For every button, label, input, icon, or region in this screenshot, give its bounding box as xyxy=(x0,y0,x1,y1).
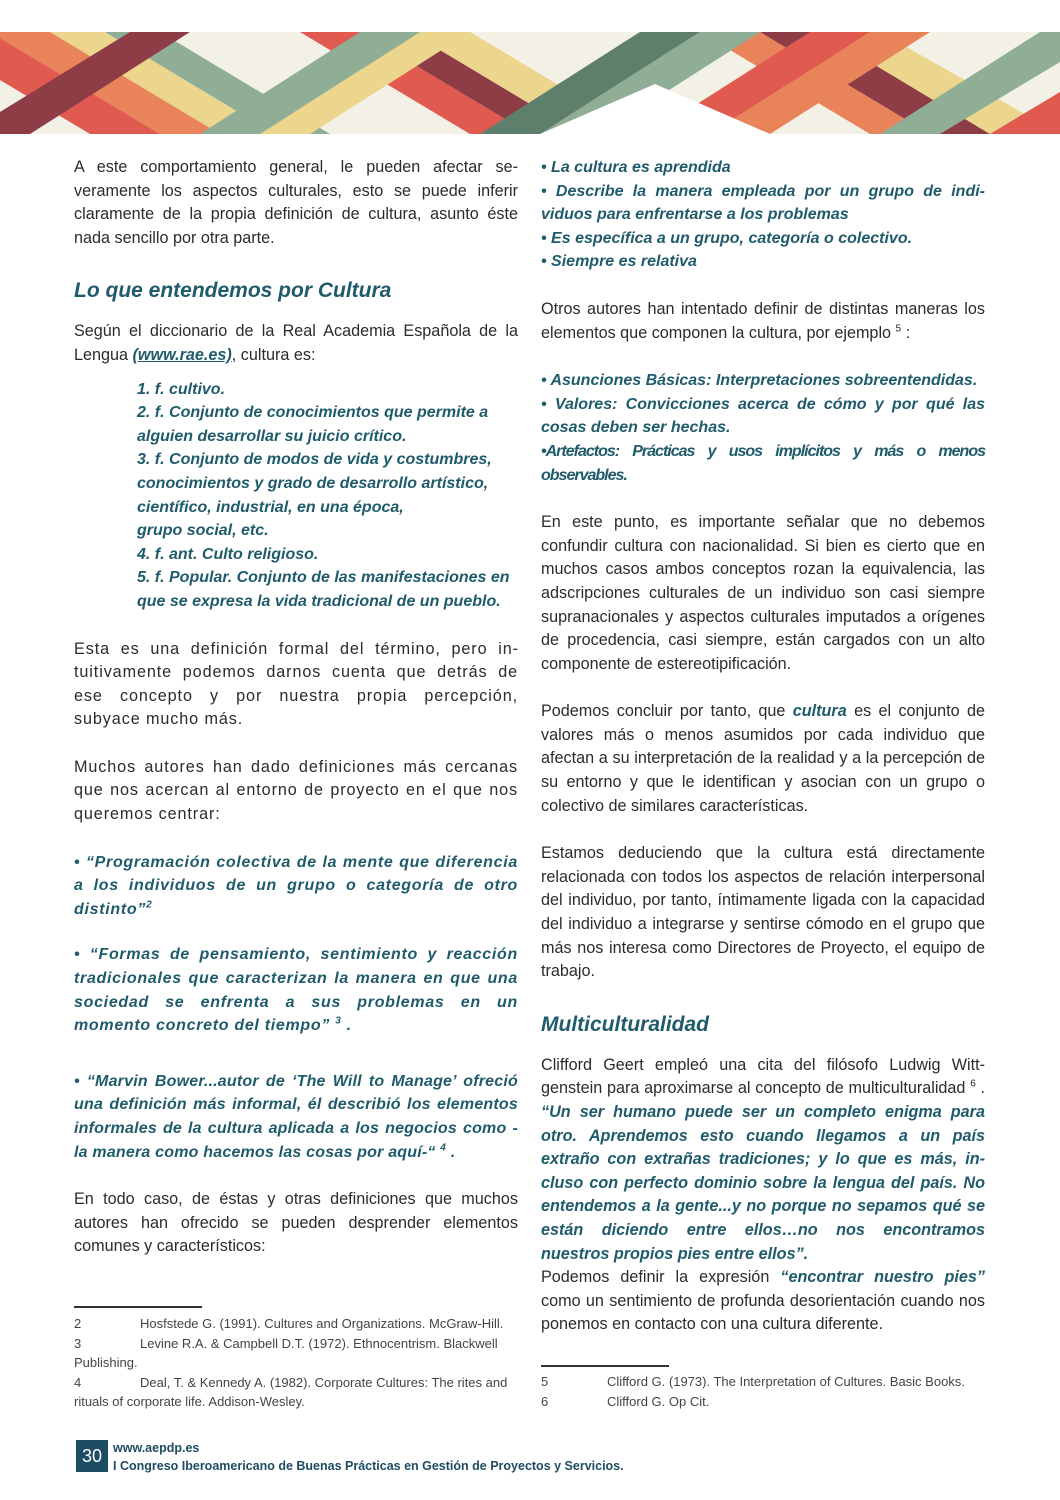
paragraph-text: es el conjunto de valores más o menos asumidos por cada individuo que afectan a su interpretación de la realidad y a la percepción de su entorno y que le identifican y asocian con un grupo o colectivo de similares características. xyxy=(541,702,985,815)
emphasis-cultura: cultura xyxy=(792,702,847,721)
right-column xyxy=(541,156,985,1337)
quote-text: • “Marvin Bower...autor de ‘The Will to Manage’ ofreció una definición más informal, él describió los elementos informales de la cultura aplicada a los negocios como -la manera como hacemos las cosas por aquí-“ xyxy=(74,1072,518,1161)
list-item: • Es específica a un grupo, categoría o colectivo. xyxy=(541,229,913,247)
rae-link[interactable]: (www.rae.es) xyxy=(132,345,232,364)
paragraph-text: Podemos definir la expresión xyxy=(541,1268,781,1287)
footnote-text: Hosfstede G. (1991). Cultures and Organizations. McGraw-Hill. xyxy=(140,1316,504,1331)
quote-levine xyxy=(74,943,518,1037)
quote-hofstede xyxy=(74,851,518,922)
deduction-paragraph: Estamos deduciendo que la cultura está directamente relacionada con todos los aspectos de relación interpersonal del individuo, por tanto, íntimamente ligada con la capacidad del individuo a integrarse y sentirse cómodo en el grupo que más nos interesa como Directores de Proyecto, el equipo de trabajo. xyxy=(541,844,985,981)
paragraph-text: Clifford Geert empleó una cita del filósofo Ludwig Wittgenstein para aproximarse al concepto de multiculturalidad xyxy=(541,1055,985,1098)
footnote xyxy=(541,1372,985,1392)
section-heading-cultura: Lo que entendemos por Cultura xyxy=(74,279,392,303)
paragraph-text: como un sentimiento de profunda desorientación cuando nos ponemos en contacto con una cultura diferente. xyxy=(541,1291,985,1334)
footnote-ref: 3 xyxy=(335,1015,342,1027)
decorative-banner xyxy=(0,32,1060,134)
footnote-number: 6 xyxy=(541,1393,549,1409)
definition-item: 4. f. ant. Culto religioso. xyxy=(137,545,319,563)
wittgenstein-quote: “Un ser humano puede ser un completo enigma para otro. Aprendemos esto cuando llegamos a un país extraño con extrañas tradiciones; y lo que es más, incluso con perfecto dominio sobre la lengua del país. No entendemos a la gente...y no porque no sepamos qué se están diciendo entre ellos…no nos encontramos nuestros propios pies entre ellos”. xyxy=(541,1103,985,1263)
footnote-ref: 4 xyxy=(440,1142,447,1154)
definition-item: 1. f. cultivo. xyxy=(137,380,226,398)
paragraph-text: Podemos concluir por tanto, que xyxy=(541,702,793,721)
section-heading-multiculturalidad: Multiculturalidad xyxy=(541,1012,709,1036)
quote-end: . xyxy=(446,1143,456,1161)
page-number: 30 xyxy=(76,1440,108,1472)
geertz-paragraph xyxy=(541,1054,985,1266)
definition-item: 2. f. Conjunto de conocimientos que permite a alguien desarrollar su juicio crítico. xyxy=(137,404,489,445)
list-item: • Describe la manera empleada por un grupo de individuos para enfrentarse a los problemas xyxy=(541,182,985,224)
footnote-text: Clifford G. Op Cit. xyxy=(607,1393,710,1409)
quote-end: . xyxy=(341,1017,352,1035)
intro-paragraph: A este comportamiento general, le pueden afectar severamente los aspectos culturales, esto se puede inferir claramente de la propia definición de cultura, asunto éste nada sencillo por otra parte. xyxy=(74,158,518,247)
paragraph-text: Otros autores han intentado definir de distintas maneras los elementos que componen la cultura, por ejemplo xyxy=(541,299,985,342)
paragraph-end: : xyxy=(901,323,911,342)
footnotes-right xyxy=(541,1372,985,1411)
footer-url[interactable]: www.aepdp.es xyxy=(113,1441,200,1455)
formal-definition-paragraph: Esta es una definición formal del término, pero intuitivamente podemos darnos cuenta que detrás de ese concepto y por nuestra propia percepción, subyace mucho más. xyxy=(74,639,518,729)
nationality-paragraph: En este punto, es importante señalar que no debemos confundir cultura con nacionalidad. Si bien es cierto que en muchos casos ambos conceptos rozan la equivalencia, las adscripciones culturales de un individuo son casi siempre supranacionales y aspectos culturales imputados a orígenes de procedencia, casi siempre, están cargados con un alto componente de estereotipificación. xyxy=(541,513,985,673)
list-item: •Artefactos: Prácticas y usos implícitos y más o menos observables. xyxy=(541,442,985,484)
list-item: • La cultura es aprendida xyxy=(541,159,731,176)
footnote xyxy=(74,1334,518,1373)
footer-conference: I Congreso Iberoamericano de Buenas Prácticas en Gestión de Proyectos y Servicios. xyxy=(113,1459,624,1473)
banner-stripes-graphic xyxy=(0,32,1060,134)
footnote-ref: 6 xyxy=(970,1079,976,1091)
footnote-separator xyxy=(541,1365,669,1367)
rae-paragraph xyxy=(74,320,518,367)
expression-paragraph xyxy=(541,1266,985,1337)
quote-text: • “Programación colectiva de la mente que diferencia a los individuos de un grupo o categoría de otro distinto” xyxy=(74,853,518,918)
list-item: • Asunciones Básicas: Interpretaciones sobreentendidas. xyxy=(541,372,978,390)
footnote-number: 5 xyxy=(541,1374,549,1389)
footnotes-left xyxy=(74,1314,518,1412)
quote-bower xyxy=(74,1070,518,1164)
footnote xyxy=(541,1392,985,1412)
culture-characteristics-list xyxy=(541,156,985,274)
definition-item: grupo social, etc. xyxy=(137,522,269,540)
definition-item: 5. f. Popular. Conjunto de las manifestaciones en que se expresa la vida tradicional de un pueblo. xyxy=(137,569,510,610)
rae-text-pre: Según el diccionario de la Real Academia Española de la Lengua xyxy=(74,322,518,364)
list-item: • Siempre es relativa xyxy=(541,253,697,271)
authors-paragraph: Muchos autores han dado definiciones más cercanas que nos acercan al entorno de proyecto en el que nos queremos centrar: xyxy=(74,757,518,824)
definition-item: 3. f. Conjunto de modos de vida y costumbres, conocimientos y grado de desarrollo artístico, científico, industrial, en una época, xyxy=(137,451,492,516)
paragraph-text: . xyxy=(975,1079,985,1098)
footnote-number: 4 xyxy=(74,1374,82,1390)
culture-components-list xyxy=(541,369,985,487)
footnote-separator xyxy=(74,1306,202,1308)
footnote xyxy=(74,1373,518,1412)
quote-text: • “Formas de pensamiento, sentimiento y reacción tradicionales que caracterizan la manera en que una sociedad se enfrenta a sus problemas en un momento concreto del tiempo” xyxy=(74,946,518,1035)
footnote xyxy=(74,1314,518,1334)
definition-list xyxy=(74,378,518,614)
footnote-number: 2 xyxy=(74,1316,82,1331)
footnote-text: Levine R.A. & Campbell D.T. (1972). Ethnocentrism. Blackwell Publishing. xyxy=(74,1335,498,1370)
left-column xyxy=(74,156,518,1259)
footnote-text: Deal, T. & Kennedy A. (1982). Corporate Cultures: The rites and rituals of corporate life. Addison-Wesley. xyxy=(74,1374,508,1409)
other-authors-paragraph xyxy=(541,298,985,345)
footnote-number: 3 xyxy=(74,1335,82,1351)
footnote-ref: 2 xyxy=(146,899,153,911)
conclusion-paragraph xyxy=(541,700,985,818)
footnote-text: Clifford G. (1973). The Interpretation of Cultures. Basic Books. xyxy=(607,1374,965,1389)
footnote-ref: 5 xyxy=(895,323,902,335)
emphasis-expression: “encontrar nuestro pies” xyxy=(780,1268,985,1287)
list-item: • Valores: Convicciones acerca de cómo y por qué las cosas deben ser hechas. xyxy=(541,395,985,437)
rae-text-post: , cultura es: xyxy=(231,345,316,364)
common-elements-paragraph: En todo caso, de éstas y otras definiciones que muchos autores han ofrecido se pueden desprender elementos comunes y característicos: xyxy=(74,1190,518,1256)
